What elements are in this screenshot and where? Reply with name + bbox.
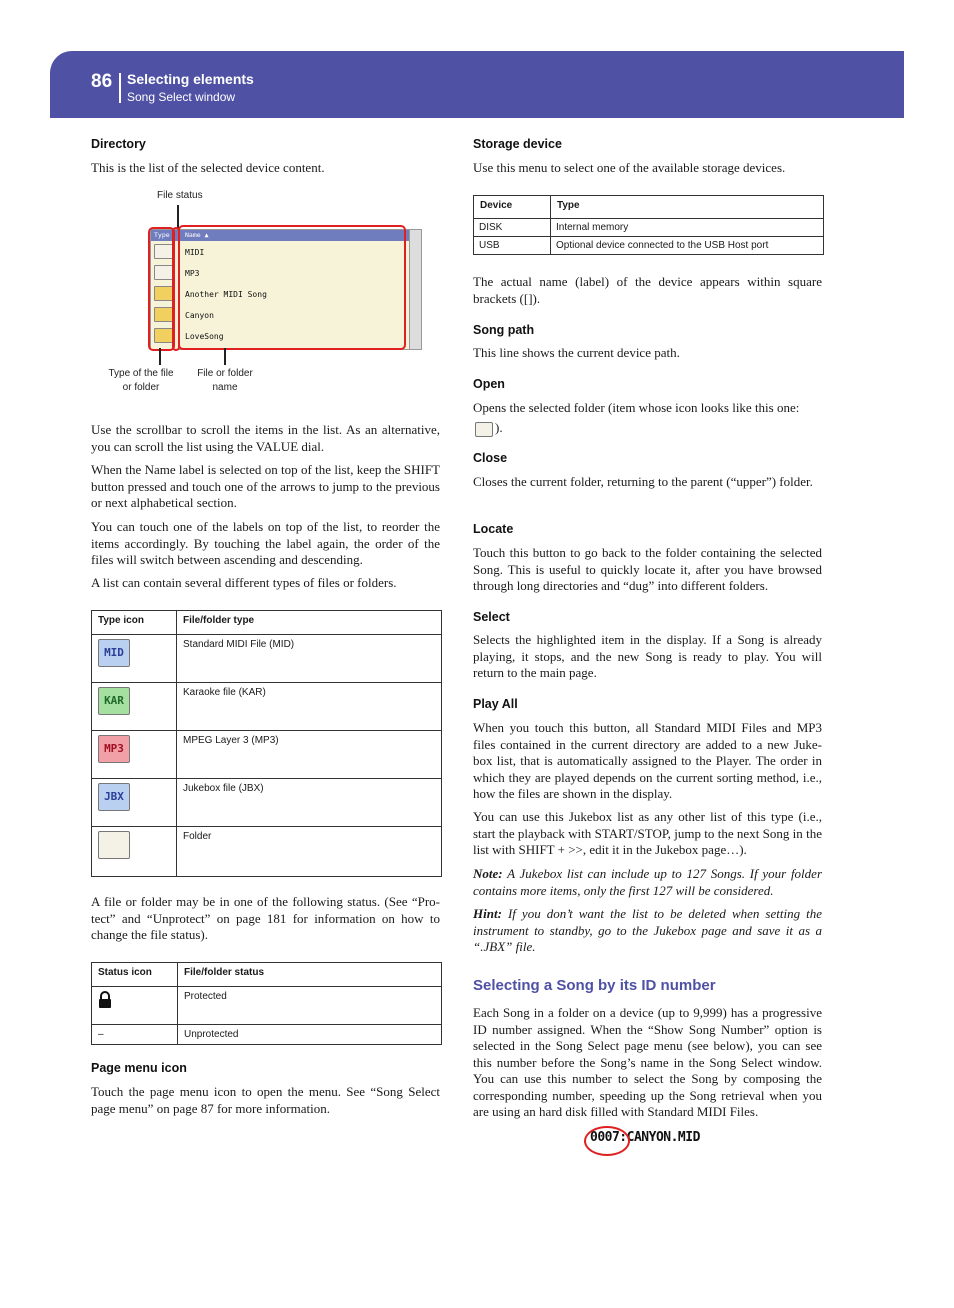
list-item: Another MIDI Song xyxy=(185,290,267,299)
table-row xyxy=(92,731,442,779)
paragraph: Closes the current folder, returning to the parent (“upper”) folder. xyxy=(473,474,813,489)
hint-text: If you don’t want the list to be deleted when setting the instrument to standby, go to the Jukebox page and save it as a “.JBX” file. xyxy=(473,906,822,954)
paragraph: Use this menu to select one of the available storage devices. xyxy=(473,160,786,175)
table-cell: USB xyxy=(474,237,551,255)
paragraph: When you touch this button, all Standard MIDI Files and MP3 files contained in the current directory are added to a new Juke-box list, that is automatically assigned to the Player. The order in which they are played depends on the current sorting method, i.e., how the files are shown in the display. xyxy=(473,720,822,801)
song-id-number: 0007: xyxy=(590,1130,627,1145)
table-row xyxy=(474,219,824,237)
table-cell: Optional device connected to the USB Host port xyxy=(551,237,824,255)
hint-label: Hint: xyxy=(473,906,502,921)
page-header xyxy=(50,51,904,118)
table-cell: Unprotected xyxy=(178,1025,442,1045)
paragraph: A list can contain several different types of files or folders. xyxy=(91,575,397,590)
song-path-heading: Song path xyxy=(473,323,535,337)
table-cell: Standard MIDI File (MID) xyxy=(177,635,442,683)
header-title: Selecting elements xyxy=(127,71,254,87)
directory-heading: Directory xyxy=(91,137,146,151)
open-heading: Open xyxy=(473,377,505,391)
pointer-line xyxy=(159,348,161,365)
table-cell: MPEG Layer 3 (MP3) xyxy=(177,731,442,779)
name-column-highlight xyxy=(178,225,406,350)
table-cell: – xyxy=(92,1025,178,1045)
close-heading: Close xyxy=(473,451,508,465)
storage-heading: Storage device xyxy=(473,137,562,151)
table-header: Device xyxy=(474,196,551,219)
table-row xyxy=(92,683,442,731)
file-type-table xyxy=(91,610,442,877)
lock-icon xyxy=(98,991,112,1009)
id-number-highlight xyxy=(584,1126,630,1156)
paragraph: Each Song in a folder on a device (up to 9,999) has a progressive ID number assigned. When the “Show Song Number” option is selected in the Song Select page menu (see below), you can see this number before the Song’s name in the Song Select window. You can use this number to select the Song by composing the corresponding number, speeding up the Song retrieval when you are using an hard disk filled with Standard MIDI Files. xyxy=(473,1005,822,1119)
table-row xyxy=(92,987,442,1025)
play-all-heading: Play All xyxy=(473,697,518,711)
table-cell: Internal memory xyxy=(551,219,824,237)
karaoke-file-icon: KAR xyxy=(98,687,130,715)
column-name: Name ▲ xyxy=(185,231,209,239)
pointer-line xyxy=(224,348,226,365)
table-header: Type xyxy=(551,196,824,219)
paragraph: Opens the selected folder (item whose icon looks like this one: xyxy=(473,400,800,415)
table-row xyxy=(92,827,442,877)
header-divider xyxy=(119,73,121,103)
type-column-highlight xyxy=(148,227,175,351)
jukebox-file-icon: JBX xyxy=(98,783,130,811)
status-table xyxy=(91,962,442,1045)
list-item: LoveSong xyxy=(185,332,224,341)
table-cell: Protected xyxy=(178,987,442,1025)
table-header: File/folder status xyxy=(178,963,442,987)
paragraph: A file or folder may be in one of the following status. (See “Pro-tect” and “Unprotect” on page 181 for information on how to change the file status). xyxy=(91,894,440,942)
device-table xyxy=(473,195,824,255)
folder-icon xyxy=(98,831,130,859)
paragraph: Selects the highlighted item in the display. If a Song is already playing, it stops, and the new Song is ready to play. You will return to the main page. xyxy=(473,632,822,680)
page-menu-heading: Page menu icon xyxy=(91,1061,187,1075)
folder-icon xyxy=(475,422,493,437)
paragraph: The actual name (label) of the device appears within square brackets ([]). xyxy=(473,274,822,306)
hint-paragraph xyxy=(473,906,822,956)
table-row xyxy=(92,779,442,827)
note-paragraph xyxy=(473,866,822,899)
locate-heading: Locate xyxy=(473,522,514,536)
note-text: A Jukebox list can include up to 127 Songs. If your folder contains more items, only the first 127 will be considered. xyxy=(473,866,823,898)
paragraph-end: ). xyxy=(495,420,503,435)
page-number: 86 xyxy=(91,71,113,92)
table-header: File/folder type xyxy=(177,611,442,635)
paragraph: You can use this Jukebox list as any other list of this type (i.e., start the playback with START/STOP, jump to the next Song in the list with SHIFT + >>, edit it in the Jukebox page…). xyxy=(473,809,822,857)
table-cell: Folder xyxy=(177,827,442,877)
paragraph: When the Name label is selected on top of the list, keep the SHIFT button pressed and touch one of the arrows to jump to the previous or next alphabetical section. xyxy=(91,462,440,510)
midi-file-icon: MID xyxy=(98,639,130,667)
table-header: Type icon xyxy=(92,611,177,635)
list-item: MIDI xyxy=(185,248,205,257)
paragraph: Touch the page menu icon to open the menu. See “Song Select page menu” on page 87 for more information. xyxy=(91,1084,440,1116)
list-item: MP3 xyxy=(185,269,200,278)
paragraph: This line shows the current device path. xyxy=(473,345,680,360)
directory-text: This is the list of the selected device content. xyxy=(91,160,325,175)
figure-label-file-status: File status xyxy=(157,190,203,201)
paragraph: Use the scrollbar to scroll the items in the list. As an alternative, you can scroll the list using the VALUE dial. xyxy=(91,422,440,454)
select-heading: Select xyxy=(473,610,510,624)
figure-label-type: Type of the file or folder xyxy=(108,368,174,393)
table-cell: DISK xyxy=(474,219,551,237)
song-id-name: CANYON.MID xyxy=(626,1130,700,1145)
figure-label-name: File or folder name xyxy=(197,368,253,393)
column-type: Type xyxy=(154,231,170,239)
section-title: Selecting a Song by its ID number xyxy=(473,977,716,994)
header-subtitle: Song Select window xyxy=(127,90,236,104)
scrollbar xyxy=(409,230,421,349)
table-cell: Jukebox file (JBX) xyxy=(177,779,442,827)
table-cell: Karaoke file (KAR) xyxy=(177,683,442,731)
paragraph: Touch this button to go back to the folder containing the selected Song. This is useful to quickly locate it, after you have browsed through long directories and “dug” into different folders. xyxy=(473,545,822,593)
table-header: Status icon xyxy=(92,963,178,987)
note-label: Note: xyxy=(473,866,503,881)
mp3-file-icon: MP3 xyxy=(98,735,130,763)
table-row xyxy=(92,1025,442,1045)
list-item: Canyon xyxy=(185,311,214,320)
paragraph: You can touch one of the labels on top of the list, to reorder the items accordingly. By touching the label again, the order of the files will switch between ascending and descending. xyxy=(91,519,440,567)
table-row xyxy=(474,237,824,255)
table-row xyxy=(92,635,442,683)
